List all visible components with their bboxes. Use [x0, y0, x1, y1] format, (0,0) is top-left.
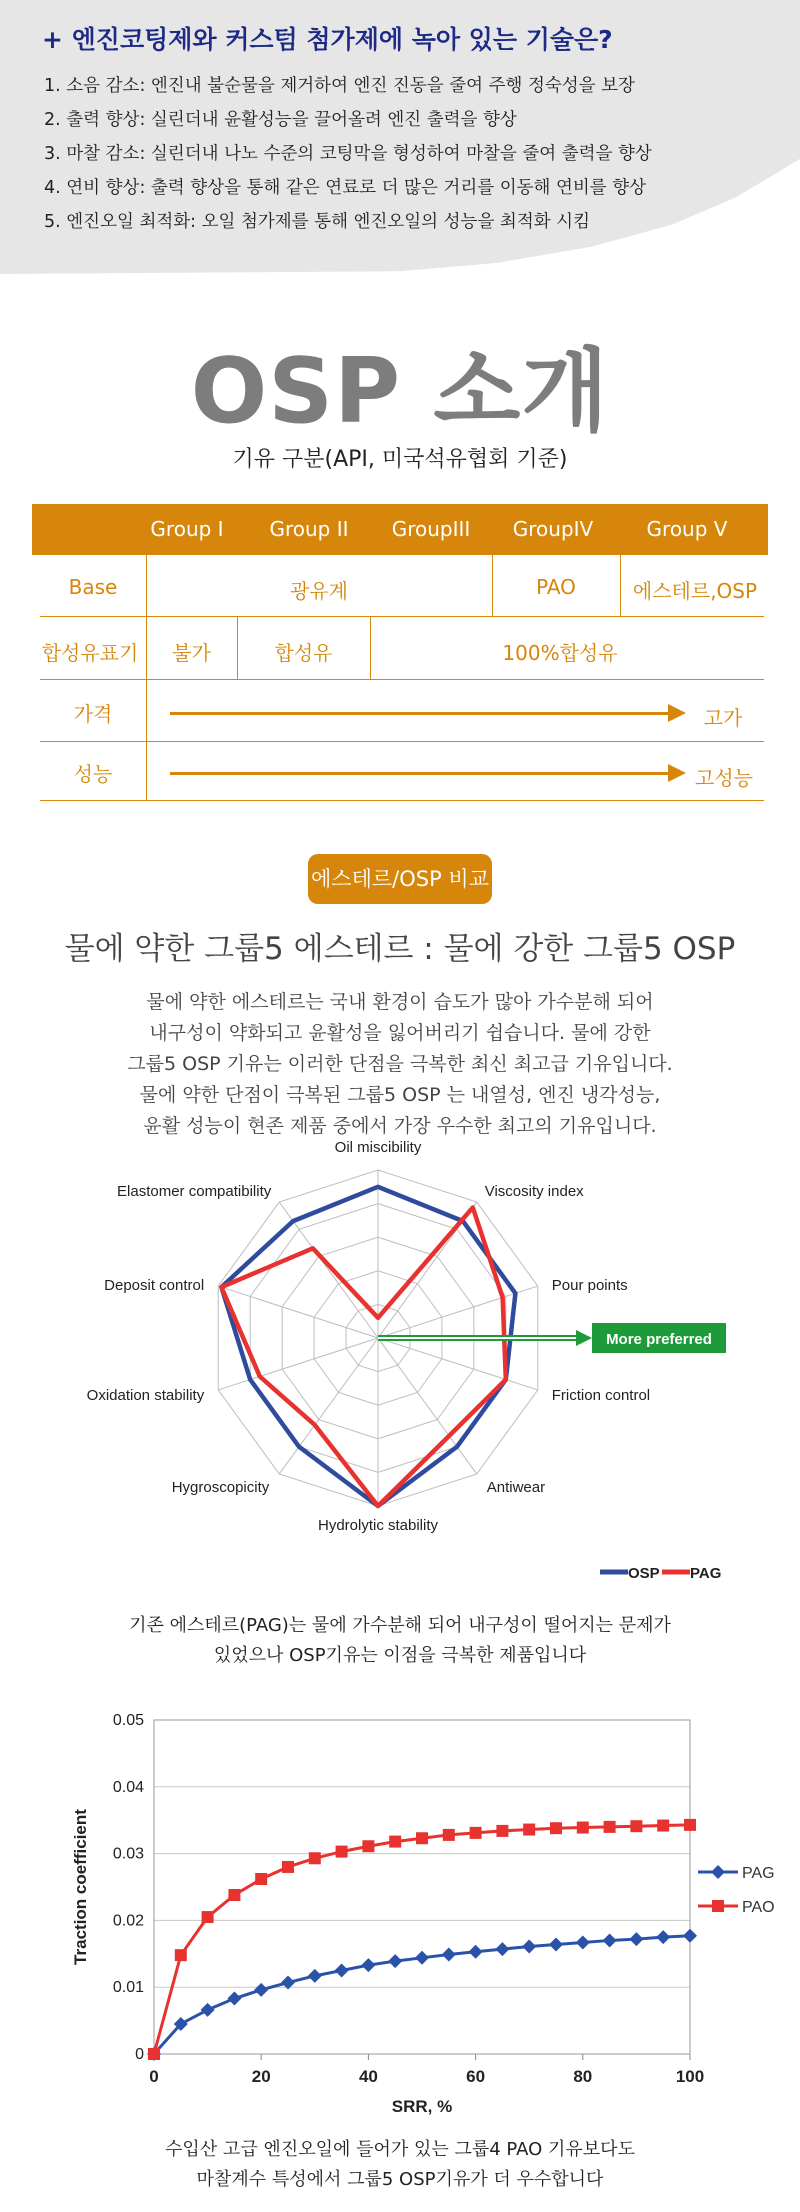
- data-point-pao: [175, 1949, 187, 1961]
- radar-caption: [0, 1611, 800, 1671]
- data-point-pao: [577, 1822, 589, 1834]
- arrow-right-icon: [668, 704, 686, 722]
- features-section: [0, 0, 800, 274]
- performance-arrow: [170, 772, 670, 775]
- feature-item: 5. 엔진오일 최적화: 오일 첨가제를 통해 엔진오일의 성능을 최적화 시킴: [44, 212, 590, 232]
- data-point-pao: [630, 1820, 642, 1832]
- legend-label: PAG: [742, 1865, 775, 1882]
- table-rule: [32, 554, 768, 555]
- radar-axis-label: Hydrolytic stability: [317, 1517, 439, 1534]
- radar-axis-label: Friction control: [551, 1386, 651, 1404]
- data-point-pao: [282, 1861, 294, 1873]
- header-group-1: Group I: [150, 517, 224, 541]
- data-point-pao: [148, 2048, 160, 2060]
- y-tick-label: 0.04: [112, 1778, 144, 1796]
- cell-ester-osp: 에스테르,OSP: [632, 579, 758, 603]
- data-point-pao: [496, 1825, 508, 1837]
- data-point-pao: [228, 1889, 240, 1901]
- cell-not-allowed: 불가: [172, 641, 211, 665]
- cell-pao: PAO: [536, 575, 576, 599]
- y-tick-label: 0.03: [112, 1845, 144, 1863]
- data-point-pao: [362, 1840, 374, 1852]
- paragraph-line: 윤활 성능이 현존 제품 중에서 가장 우수한 최고의 기유입니다.: [143, 1115, 657, 1137]
- radar-axis-label: Viscosity index: [484, 1183, 584, 1201]
- row-label-price: 가격: [73, 702, 113, 726]
- data-point-pao: [416, 1832, 428, 1844]
- radar-chart: [0, 1139, 800, 1600]
- radar-axis-label: Hygroscopicity: [171, 1478, 270, 1496]
- features-title: + 엔진코팅제와 커스텀 첨가제에 녹아 있는 기술은?: [42, 25, 613, 54]
- x-tick-label: 0: [149, 2067, 159, 2086]
- page-title: OSP 소개: [190, 339, 610, 444]
- legend-label: PAO: [742, 1899, 775, 1916]
- y-tick-label: 0: [135, 2046, 144, 2063]
- data-point-pao: [309, 1852, 321, 1864]
- data-point-pao: [202, 1911, 214, 1923]
- table-rule: [40, 679, 764, 680]
- performance-end-label: 고성능: [695, 766, 753, 790]
- y-tick-label: 0.02: [112, 1912, 144, 1930]
- data-point-pao: [657, 1820, 669, 1832]
- data-point-pao: [336, 1846, 348, 1858]
- paragraph-line: 내구성이 약화되고 윤활성을 잃어버리기 쉽습니다. 물에 강한: [149, 1022, 651, 1044]
- x-axis-label: SRR, %: [391, 2097, 453, 2116]
- radar-axis-label: Oil miscibility: [334, 1139, 422, 1156]
- comparison-badge: 에스테르/OSP 비교: [308, 854, 492, 904]
- radar-axis-label: Pour points: [551, 1277, 628, 1295]
- cell-synthetic: 합성유: [274, 641, 333, 665]
- table-rule: [40, 616, 764, 617]
- radar-series-pag: [221, 1208, 505, 1506]
- comparison-title: 물에 약한 그룹5 에스테르 : 물에 강한 그룹5 OSP: [64, 931, 736, 967]
- paragraph-line: 물에 약한 단점이 극복된 그룹5 OSP 는 내열성, 엔진 냉각성능,: [139, 1084, 661, 1106]
- line-caption: [0, 2135, 800, 2195]
- row-label-synthetic: 합성유표기: [41, 641, 139, 665]
- table-subtitle: 기유 구분(API, 미국석유협회 기준): [232, 447, 568, 472]
- data-point-pao: [523, 1824, 535, 1836]
- cell-mineral: 광유계: [290, 579, 348, 603]
- feature-item: 3. 마찰 감소: 실린더내 나노 수준의 코팅막을 형성하여 마찰을 줄여 출력을 향상: [44, 144, 652, 164]
- feature-item: 2. 출력 향상: 실린더내 윤활성능을 끌어올려 엔진 출력을 향상: [44, 110, 517, 130]
- table-rule: [40, 741, 764, 742]
- data-point-pao: [604, 1821, 616, 1833]
- arrow-right-icon: [576, 1330, 592, 1346]
- radar-axis-label: Antiwear: [486, 1478, 546, 1496]
- more-preferred-label: More preferred: [606, 1331, 712, 1348]
- header-group-2: Group II: [269, 517, 349, 541]
- data-point-pao: [389, 1836, 401, 1848]
- data-point-pao: [684, 1819, 696, 1831]
- comparison-paragraph: [0, 987, 800, 1142]
- caption-line: 수입산 고급 엔진오일에 들어가 있는 그룹4 PAO 기유보다도: [165, 2139, 635, 2160]
- data-point-pao: [470, 1827, 482, 1839]
- data-point-pao: [550, 1822, 562, 1834]
- caption-line: 마찰계수 특성에서 그룹5 OSP기유가 더 우수합니다: [196, 2169, 604, 2190]
- cell-full-synthetic: 100%합성유: [502, 641, 618, 665]
- radar-axis-label: Oxidation stability: [86, 1386, 205, 1404]
- table-header-row: [32, 504, 768, 554]
- data-point-pao: [255, 1873, 267, 1885]
- radar-series-osp: [221, 1187, 515, 1506]
- paragraph-line: 물에 약한 에스테르는 국내 환경이 습도가 많아 가수분해 되어: [146, 991, 654, 1013]
- x-tick-label: 100: [675, 2067, 705, 2086]
- radar-spoke: [378, 1338, 477, 1474]
- paragraph-line: 그룹5 OSP 기유는 이러한 단점을 극복한 최신 최고급 기유입니다.: [127, 1053, 673, 1075]
- header-group-5: Group V: [646, 517, 728, 541]
- x-tick-label: 20: [251, 2067, 271, 2086]
- legend-label: PAG: [690, 1565, 722, 1582]
- y-axis-label: Traction coefficient: [71, 1809, 90, 1965]
- row-label-performance: 성능: [73, 762, 113, 786]
- feature-item: 1. 소음 감소: 엔진내 불순물을 제거하여 엔진 진동을 줄여 주행 정숙성을 보장: [44, 76, 635, 96]
- y-tick-label: 0.05: [112, 1712, 144, 1729]
- x-tick-label: 40: [358, 2067, 378, 2086]
- radar-spoke: [218, 1338, 378, 1390]
- radar-spoke: [378, 1338, 538, 1390]
- caption-line: 기존 에스테르(PAG)는 물에 가수분해 되어 내구성이 떨어지는 문제가: [129, 1615, 671, 1636]
- legend-marker: [712, 1900, 724, 1912]
- x-tick-label: 60: [466, 2067, 486, 2086]
- caption-line: 있었으나 OSP기유는 이점을 극복한 제품입니다: [213, 1645, 587, 1666]
- y-tick-label: 0.01: [112, 1979, 144, 1997]
- row-label-base: Base: [68, 575, 118, 599]
- data-point-pao: [443, 1829, 455, 1841]
- radar-axis-label: Elastomer compatibility: [117, 1183, 272, 1201]
- feature-item: 4. 연비 향상: 출력 향상을 통해 같은 연료로 더 많은 거리를 이동해 연비를 향상: [44, 178, 647, 198]
- price-arrow: [170, 712, 670, 715]
- x-tick-label: 80: [573, 2067, 593, 2086]
- price-end-label: 고가: [703, 706, 743, 730]
- legend-label: OSP: [628, 1565, 660, 1582]
- header-group-3: GroupIII: [391, 517, 471, 541]
- table-rule: [40, 800, 764, 801]
- radar-axis-label: Deposit control: [104, 1277, 205, 1295]
- header-group-4: GroupIV: [512, 517, 594, 541]
- traction-line-chart: [60, 1682, 775, 2116]
